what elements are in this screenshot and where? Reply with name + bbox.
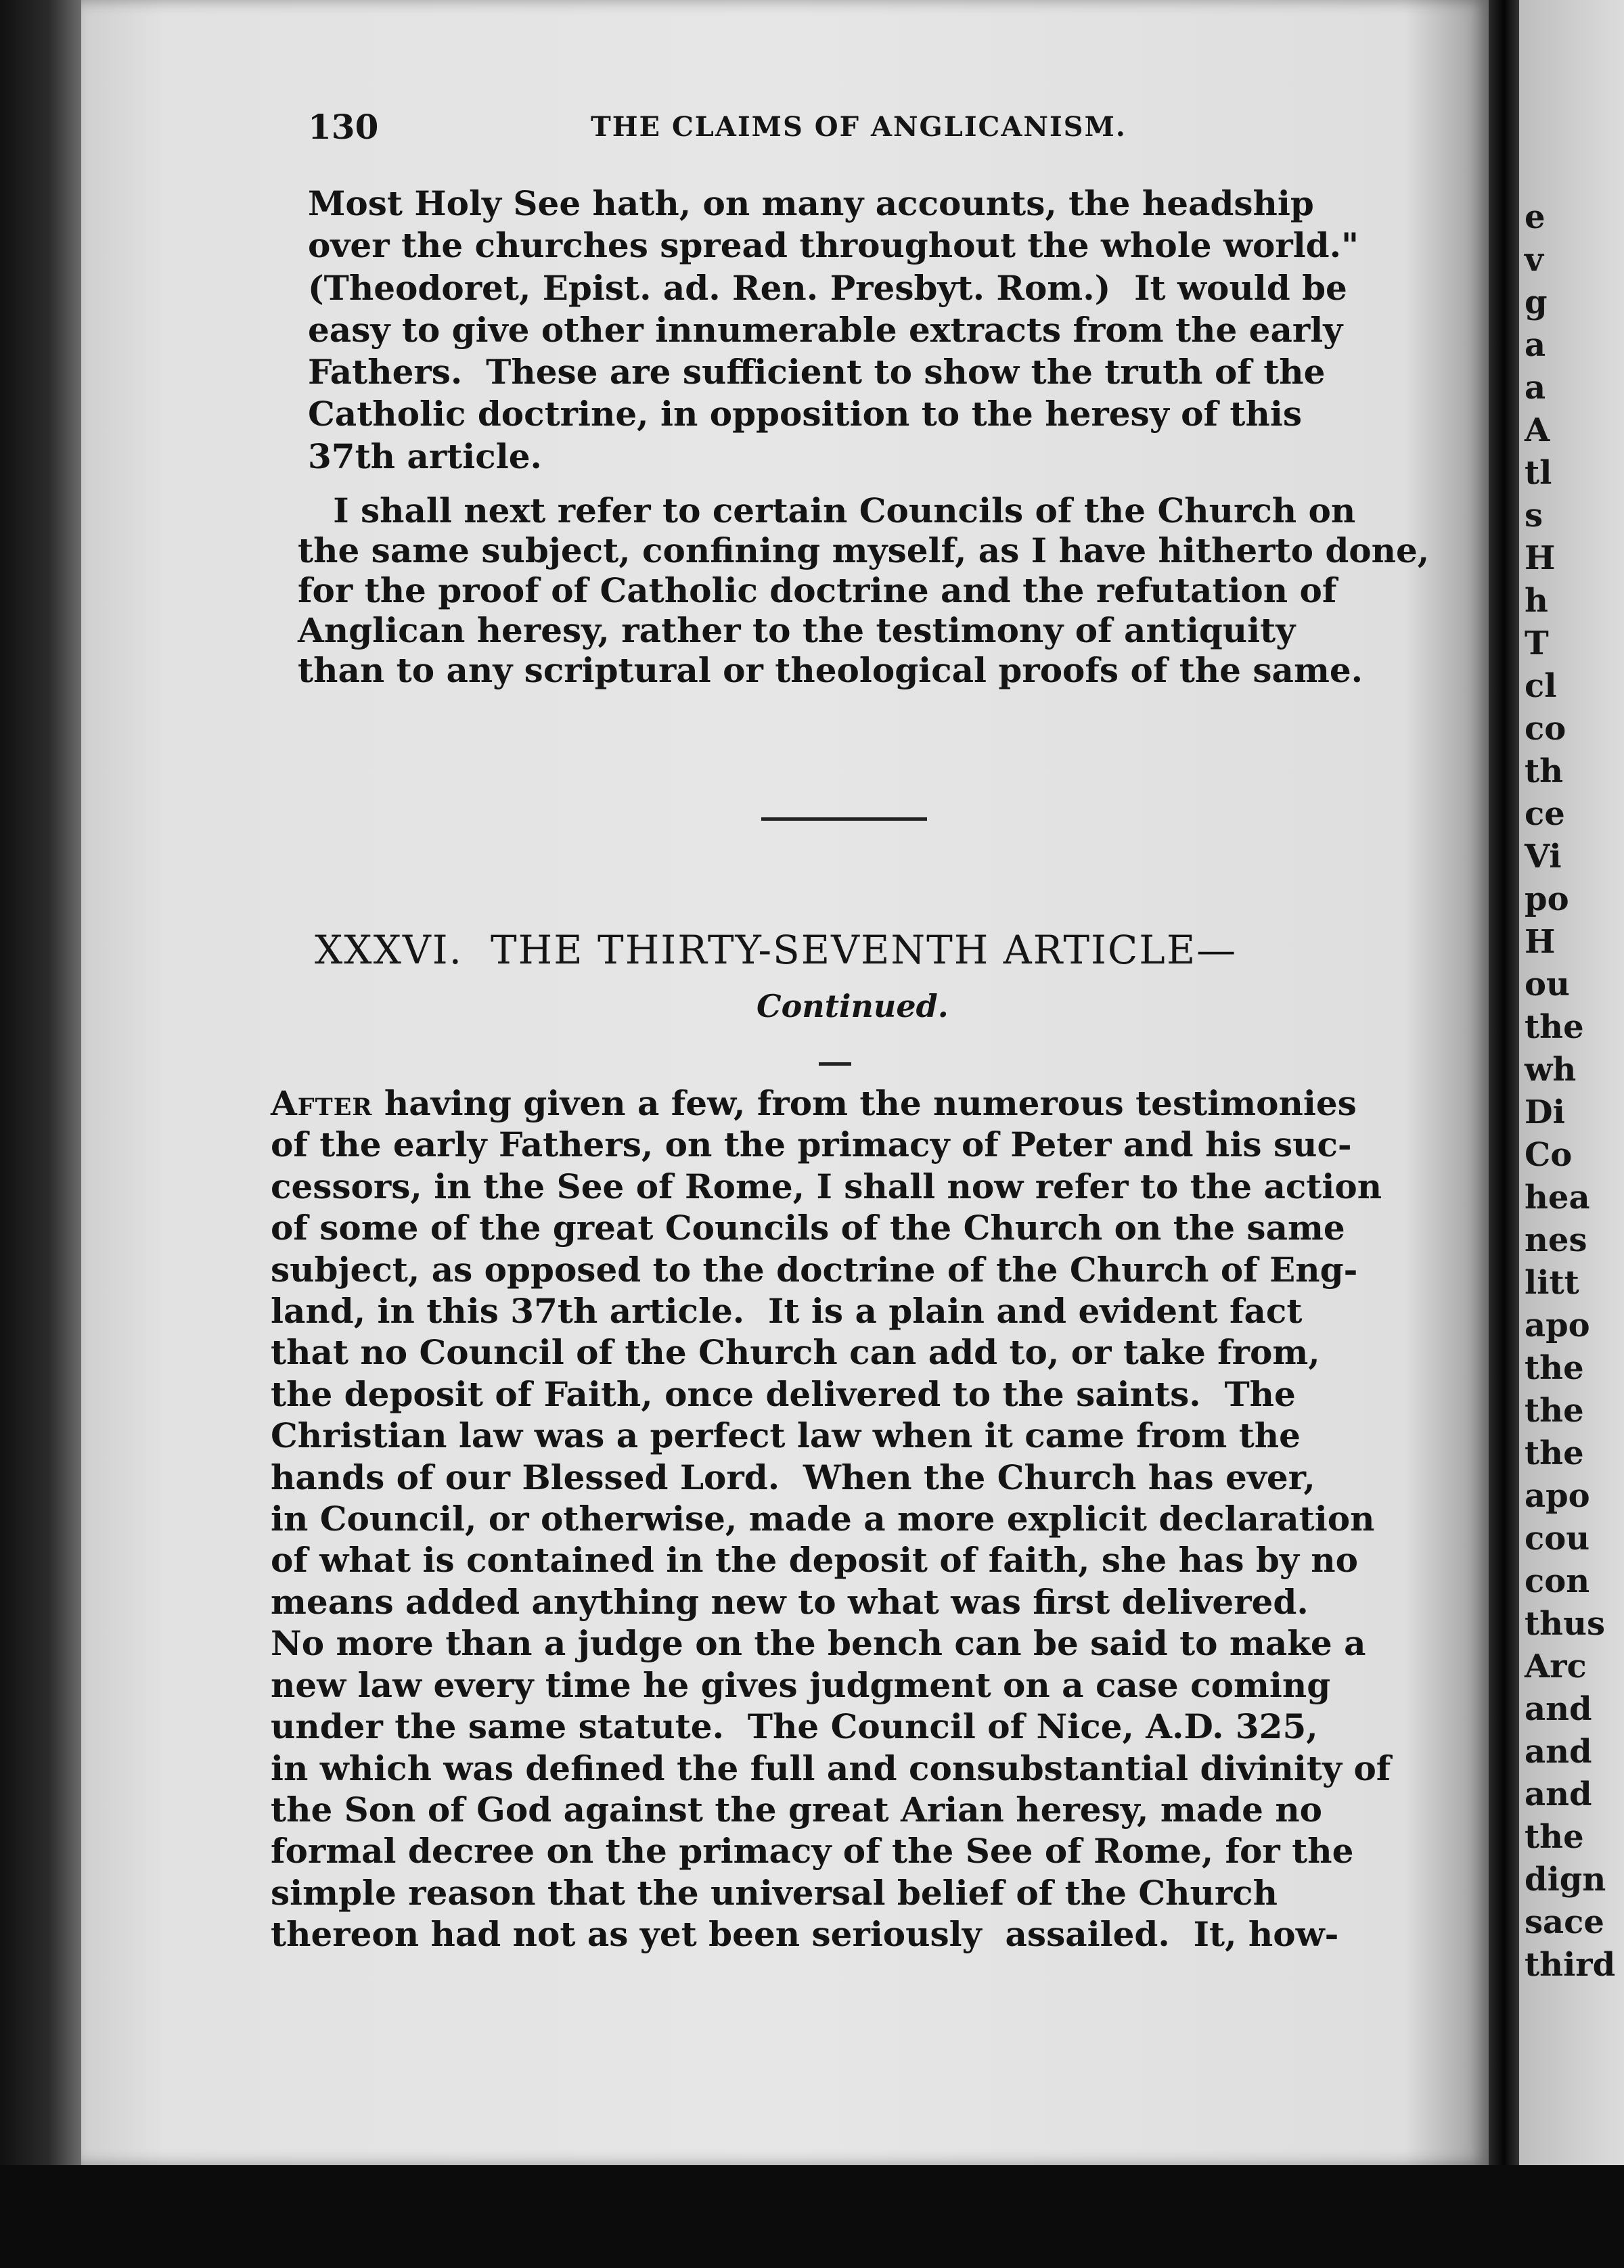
text-line: hands of our Blessed Lord. When the Church has ever, [271, 1457, 1315, 1497]
section-heading: XXXVI. THE THIRTY-SEVENTH ARTICLE— [315, 927, 1238, 973]
text-line: formal decree on the primacy of the See of Rome, for the [271, 1831, 1354, 1872]
fragment: litt [1525, 1264, 1579, 1302]
fragment: Co [1525, 1136, 1573, 1174]
text-line: Most Holy See hath, on many accounts, the headship [308, 183, 1314, 223]
fragment: con [1525, 1562, 1590, 1600]
text-line: (Theodoret, Epist. ad. Ren. Presbyt. Rom.) It would be [308, 267, 1347, 308]
fragment: e [1525, 198, 1546, 236]
fragment: Vi [1525, 838, 1562, 876]
fragment: the [1525, 1818, 1584, 1856]
text-line: simple reason that the universal belief of the Church [271, 1872, 1278, 1913]
text-line: Fathers. These are sufficient to show the truth of the [308, 352, 1326, 392]
fragment: nes [1525, 1221, 1587, 1259]
fragment: and [1525, 1775, 1592, 1813]
fragment: and [1525, 1733, 1592, 1771]
text-line: of what is contained in the deposit of faith, she has by no [271, 1540, 1359, 1581]
text-line: cessors, in the See of Rome, I shall now refer to the action [271, 1166, 1382, 1206]
fragment: H [1525, 923, 1556, 961]
fragment: cl [1525, 667, 1557, 705]
text-line: Catholic doctrine, in opposition to the heresy of this [308, 394, 1303, 434]
text-line: land, in this 37th article. It is a plain and evident fact [271, 1291, 1303, 1332]
fragment: ce [1525, 795, 1565, 833]
text-line: of some of the great Councils of the Church on the same [271, 1208, 1345, 1248]
scan-left-margin [0, 0, 81, 2268]
text-line: that no Council of the Church can add to, or take from, [271, 1332, 1320, 1373]
fragment: tl [1525, 454, 1552, 492]
running-head: THE CLAIMS OF ANGLICANISM. [591, 111, 1127, 143]
fragment: a [1525, 326, 1546, 364]
text-line: 37th article. [308, 436, 542, 476]
fragment: A [1525, 411, 1550, 449]
book-gutter [1489, 0, 1519, 2165]
fragment: ou [1525, 966, 1570, 1003]
text-line: the Son of God against the great Arian heresy, made no [271, 1789, 1323, 1830]
text-line: in Council, or otherwise, made a more explicit declaration [271, 1499, 1375, 1539]
text-line: subject, as opposed to the doctrine of the Church of Eng- [271, 1249, 1358, 1290]
text-line: the same subject, confining myself, as I have hitherto done, [298, 530, 1430, 570]
fragment: a [1525, 369, 1546, 407]
fragment: dign [1525, 1861, 1606, 1899]
fragment: the [1525, 1349, 1584, 1387]
fragment: apo [1525, 1477, 1590, 1515]
fragment: T [1525, 625, 1549, 662]
section-divider-rule [761, 817, 927, 821]
section-subheading: Continued. [757, 988, 949, 1024]
text-line: of the early Fathers, on the primacy of Peter and his suc- [271, 1125, 1352, 1165]
text-line: for the proof of Catholic doctrine and the refutation of [298, 570, 1337, 610]
text-line: the deposit of Faith, once delivered to the saints. The [271, 1374, 1296, 1414]
fragment: the [1525, 1392, 1584, 1430]
paragraph-1 [308, 183, 1359, 478]
text-line: than to any scriptural or theological proofs of the same. [298, 650, 1363, 690]
facing-page-fragments [1519, 196, 1615, 1987]
paragraph-3 [271, 1083, 1391, 1955]
fragment: the [1525, 1434, 1584, 1472]
facing-page-edge [1519, 0, 1624, 2165]
fragment: g [1525, 284, 1548, 321]
text-line: Christian law was a perfect law when it came from the [271, 1415, 1301, 1456]
fragment: apo [1525, 1307, 1590, 1344]
short-dash-divider [819, 1062, 851, 1066]
page-number: 130 [308, 107, 379, 147]
text-line: I shall next refer to certain Councils of the Church on [298, 491, 1356, 530]
drop-word: After [271, 1083, 373, 1123]
text-line-first [271, 1083, 1391, 1124]
text-line: Anglican heresy, rather to the testimony of antiquity [298, 610, 1296, 650]
fragment: Arc [1525, 1648, 1587, 1685]
first-line-rest: having given a few, from the numerous testimonies [372, 1083, 1357, 1123]
fragment: h [1525, 582, 1548, 620]
text-line: new law every time he gives judgment on a case coming [271, 1664, 1331, 1705]
text-line: No more than a judge on the bench can be said to make a [271, 1623, 1366, 1664]
fragment: hea [1525, 1179, 1590, 1217]
fragment: Di [1525, 1093, 1565, 1131]
text-line: under the same statute. The Council of Nice, A.D. 325, [271, 1706, 1318, 1747]
fragment: the [1525, 1008, 1584, 1046]
fragment: po [1525, 880, 1569, 918]
text-line: in which was defined the full and consubstantial divinity of [271, 1748, 1391, 1788]
fragment: thus [1525, 1605, 1605, 1643]
paragraph-2 [298, 491, 1429, 690]
fragment: wh [1525, 1051, 1577, 1089]
fragment: co [1525, 710, 1566, 748]
fragment: v [1525, 241, 1543, 279]
fragment: H [1525, 539, 1556, 577]
text-line: means added anything new to what was first delivered. [271, 1581, 1309, 1622]
fragment: sace [1525, 1903, 1604, 1941]
text-line: thereon had not as yet been seriously assailed. It, how- [271, 1914, 1339, 1955]
fragment: and [1525, 1690, 1592, 1728]
fragment: cou [1525, 1520, 1590, 1558]
text-line: easy to give other innumerable extracts from the early [308, 309, 1343, 350]
fragment: third [1525, 1946, 1616, 1984]
fragment: th [1525, 752, 1564, 790]
text-line: over the churches spread throughout the whole world." [308, 225, 1359, 266]
fragment: s [1525, 497, 1543, 535]
scan-bottom-edge [0, 2165, 1624, 2268]
